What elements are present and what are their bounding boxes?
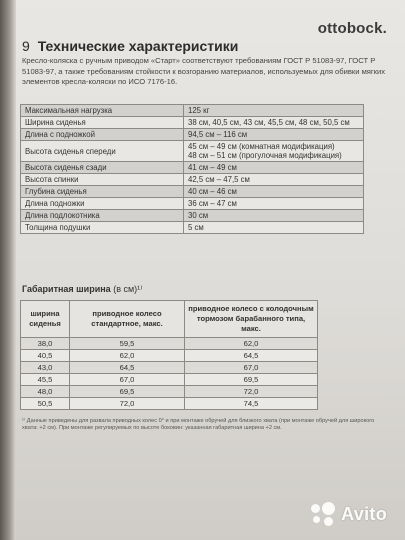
dims-row bbox=[21, 374, 318, 386]
spec-value bbox=[184, 186, 364, 198]
footnote: ¹⁾ Данные приведены для развала приводных колес 0° и при монтаже обручей для близкого хвата (при монтаже обручей для широкого хвата: +2 см). При монтаже регулируемых по высоте боковин: указанная габаритная ширина +2 см. bbox=[22, 418, 375, 432]
spec-value-line: 36 см – 47 см bbox=[188, 199, 237, 208]
dims-cell: 59,5 bbox=[70, 338, 185, 350]
section-heading bbox=[22, 38, 238, 54]
spec-value-line: 38 см, 40,5 см, 43 см, 45,5 см, 48 см, 50,5 см bbox=[188, 118, 350, 127]
spec-row bbox=[21, 198, 364, 210]
brand-logo: ottobock. bbox=[317, 20, 387, 37]
dims-cell: 67,0 bbox=[185, 362, 318, 374]
dims-cell: 45,5 bbox=[21, 374, 70, 386]
section-title: Технические характеристики bbox=[37, 38, 239, 54]
spec-value-line: 48 см – 51 см (прогулочная модификация) bbox=[188, 151, 342, 160]
spec-label: Длина подлокотника bbox=[21, 210, 184, 222]
spec-value bbox=[184, 141, 364, 162]
dims-cell: 62,0 bbox=[70, 350, 185, 362]
spec-value bbox=[184, 117, 364, 129]
spec-row bbox=[21, 222, 364, 234]
spec-value bbox=[184, 222, 364, 234]
dims-cell: 40,5 bbox=[21, 350, 70, 362]
spec-value bbox=[184, 174, 364, 186]
spec-value bbox=[184, 105, 364, 117]
binding-spine bbox=[0, 0, 16, 540]
dims-cell: 43,0 bbox=[21, 362, 70, 374]
spec-label: Высота спинки bbox=[21, 174, 184, 186]
avito-text: Avito bbox=[341, 503, 387, 524]
spec-row bbox=[21, 105, 364, 117]
spec-row bbox=[21, 141, 364, 162]
dims-cell: 50,5 bbox=[21, 398, 70, 410]
spec-row bbox=[21, 162, 364, 174]
spec-value-line: 45 см – 49 см (комнатная модификация) bbox=[188, 142, 335, 151]
spec-label: Высота сиденья спереди bbox=[21, 141, 184, 162]
dims-cell: 64,5 bbox=[70, 362, 185, 374]
dims-heading bbox=[22, 284, 142, 295]
spec-label: Длина с подножкой bbox=[21, 129, 184, 141]
avito-logo-icon bbox=[311, 502, 337, 526]
dims-header-standard-wheel: приводное колесо стандартное, макс. bbox=[70, 301, 185, 338]
dims-title: Габаритная ширина bbox=[22, 284, 111, 294]
avito-watermark bbox=[311, 502, 387, 526]
dims-header-drum-brake-wheel: приводное колесо с колодочным тормозом барабанного типа, макс. bbox=[185, 301, 318, 338]
spec-table bbox=[20, 104, 364, 234]
dims-cell: 48,0 bbox=[21, 386, 70, 398]
dims-cell: 69,5 bbox=[185, 374, 318, 386]
intro-paragraph: Кресло-коляска с ручным приводом «Старт» соответствуют требованиям ГОСТ Р 51083-97, ГОСТ Р 51083-97, а также требованиям стойкости к возгоранию материалов, используемых для обивки мягких элементов кресла-коляски по ИСО 7176-16. bbox=[22, 56, 386, 86]
spec-row bbox=[21, 186, 364, 198]
spec-value bbox=[184, 162, 364, 174]
section-number: 9 bbox=[22, 38, 30, 54]
spec-row bbox=[21, 174, 364, 186]
dims-row bbox=[21, 386, 318, 398]
spec-label: Максимальная нагрузка bbox=[21, 105, 184, 117]
spec-label: Высота сиденья сзади bbox=[21, 162, 184, 174]
spec-row bbox=[21, 210, 364, 222]
spec-label: Толщина подушки bbox=[21, 222, 184, 234]
spec-label: Ширина сиденья bbox=[21, 117, 184, 129]
dims-cell: 62,0 bbox=[185, 338, 318, 350]
spec-value bbox=[184, 210, 364, 222]
spec-value-line: 41 см – 49 см bbox=[188, 163, 237, 172]
spec-value-line: 5 см bbox=[188, 223, 204, 232]
dims-row bbox=[21, 362, 318, 374]
spec-value-line: 125 кг bbox=[188, 106, 210, 115]
dims-cell: 72,0 bbox=[70, 398, 185, 410]
spec-label: Глубина сиденья bbox=[21, 186, 184, 198]
dims-cell: 67,0 bbox=[70, 374, 185, 386]
spec-value-line: 42,5 см – 47,5 см bbox=[188, 175, 250, 184]
spec-row bbox=[21, 117, 364, 129]
dims-cell: 72,0 bbox=[185, 386, 318, 398]
dims-cell: 74,5 bbox=[185, 398, 318, 410]
spec-value bbox=[184, 129, 364, 141]
dims-cell: 69,5 bbox=[70, 386, 185, 398]
dims-row bbox=[21, 338, 318, 350]
dims-cell: 64,5 bbox=[185, 350, 318, 362]
spec-label: Длина подножки bbox=[21, 198, 184, 210]
dims-header-seat-width: ширина сиденья bbox=[21, 301, 70, 338]
spec-row bbox=[21, 129, 364, 141]
dims-cell: 38,0 bbox=[21, 338, 70, 350]
spec-value-line: 30 см bbox=[188, 211, 209, 220]
dims-unit: (в см)¹⁾ bbox=[113, 284, 143, 294]
dims-row bbox=[21, 398, 318, 410]
spec-value bbox=[184, 198, 364, 210]
spec-value-line: 94,5 см – 116 см bbox=[188, 130, 248, 139]
dims-row bbox=[21, 350, 318, 362]
spec-value-line: 40 см – 46 см bbox=[188, 187, 237, 196]
dims-table bbox=[20, 300, 318, 410]
